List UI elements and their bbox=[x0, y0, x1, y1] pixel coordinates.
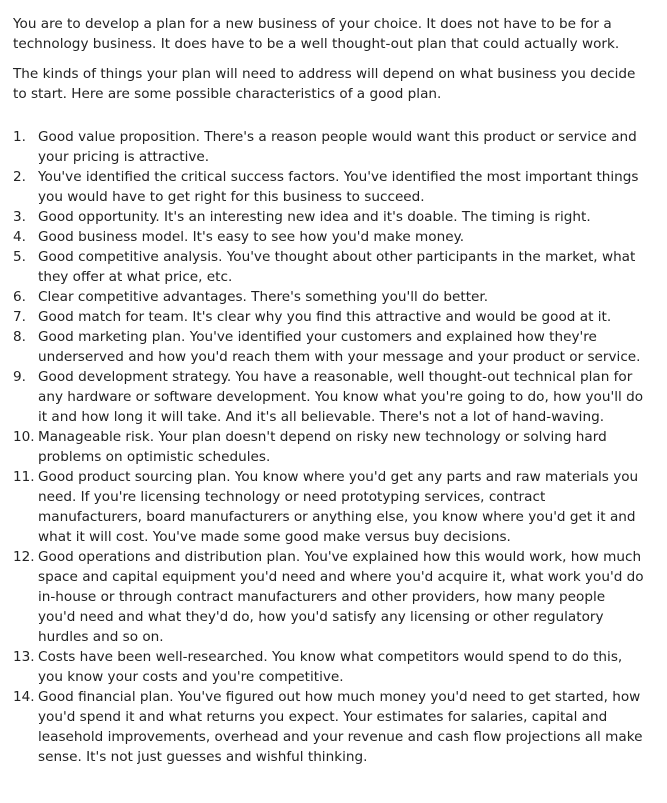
list-item-text: Good development strategy. You have a reasonable, well thought-out technical plan for any hardware or software development. You know what you're going to do, how you'll do it and how long it will take. And it's all believable. There's not a lot of hand-waving. bbox=[38, 369, 644, 425]
list-item bbox=[13, 547, 645, 647]
list-item-text: Costs have been well-researched. You know what competitors would spend to do this, you know your costs and you're competitive. bbox=[38, 649, 623, 685]
list-item-text: Good financial plan. You've figured out how much money you'd need to get started, how you'd spend it and what returns you expect. Your estimates for salaries, capital and leasehold improvements, overhead and your revenue and cash flow projections all make sense. It's not just guesses and wishful thinking. bbox=[38, 689, 643, 765]
list-item-text: Good product sourcing plan. You know where you'd get any parts and raw materials you need. If you're licensing technology or need prototyping services, contract manufacturers, board manufacturers or anything else, you know where you'd get it and what it will cost. You've made some good make versus buy decisions. bbox=[38, 469, 639, 545]
list-item-text: You've identified the critical success factors. You've identified the most important things you would have to get right for this business to succeed. bbox=[38, 169, 639, 205]
intro-paragraph-1: You are to develop a plan for a new business of your choice. It does not have to be for a technology business. It does have to be a well thought-out plan that could actually work. bbox=[13, 16, 620, 52]
list-item-text: Good operations and distribution plan. You've explained how this would work, how much space and capital equipment you'd need and where you'd acquire it, what work you'd do in-house or through contract manufacturers and other providers, how many people you'd need and what they'd do, how you'd satisfy any licensing or other regulatory hurdles and so on. bbox=[38, 549, 644, 645]
list-item-number: 11. bbox=[13, 469, 35, 485]
list-item-number: 6. bbox=[13, 289, 26, 305]
list-item-text: Good business model. It's easy to see how you'd make money. bbox=[38, 229, 465, 245]
list-item-number: 5. bbox=[13, 249, 26, 265]
list-item bbox=[13, 367, 645, 427]
list-item bbox=[13, 467, 645, 547]
list-item-number: 3. bbox=[13, 209, 26, 225]
list-item-number: 10. bbox=[13, 429, 35, 445]
list-item-number: 8. bbox=[13, 329, 26, 345]
list-item-number: 2. bbox=[13, 169, 26, 185]
list-item-number: 12. bbox=[13, 549, 35, 565]
list-item bbox=[13, 247, 645, 287]
list-item-number: 1. bbox=[13, 129, 26, 145]
list-item-number: 4. bbox=[13, 229, 26, 245]
list-item-text: Manageable risk. Your plan doesn't depend on risky new technology or solving hard problems on optimistic schedules. bbox=[38, 429, 607, 465]
list-item bbox=[13, 427, 645, 467]
list-item-text: Good match for team. It's clear why you find this attractive and would be good at it. bbox=[38, 309, 612, 325]
list-item bbox=[13, 127, 645, 167]
list-item-text: Good competitive analysis. You've thought about other participants in the market, what they offer at what price, etc. bbox=[38, 249, 636, 285]
list-item-number: 7. bbox=[13, 309, 26, 325]
list-item bbox=[13, 687, 645, 767]
list-item bbox=[13, 207, 645, 227]
list-item-text: Clear competitive advantages. There's something you'll do better. bbox=[38, 289, 489, 305]
list-item-number: 14. bbox=[13, 689, 35, 705]
intro-paragraph-2: The kinds of things your plan will need to address will depend on what business you decide to start. Here are some possible characteristics of a good plan. bbox=[13, 66, 636, 102]
list-item-text: Good value proposition. There's a reason people would want this product or service and your pricing is attractive. bbox=[38, 129, 637, 165]
list-item-number: 13. bbox=[13, 649, 35, 665]
list-item bbox=[13, 327, 645, 367]
list-item bbox=[13, 227, 645, 247]
list-item bbox=[13, 287, 645, 307]
list-item-number: 9. bbox=[13, 369, 26, 385]
characteristics-list bbox=[13, 127, 645, 767]
list-item bbox=[13, 647, 645, 687]
list-item bbox=[13, 307, 645, 327]
list-item bbox=[13, 167, 645, 207]
list-item-text: Good marketing plan. You've identified your customers and explained how they're underserved and how you'd reach them with your message and your product or service. bbox=[38, 329, 641, 365]
list-item-text: Good opportunity. It's an interesting new idea and it's doable. The timing is right. bbox=[38, 209, 591, 225]
